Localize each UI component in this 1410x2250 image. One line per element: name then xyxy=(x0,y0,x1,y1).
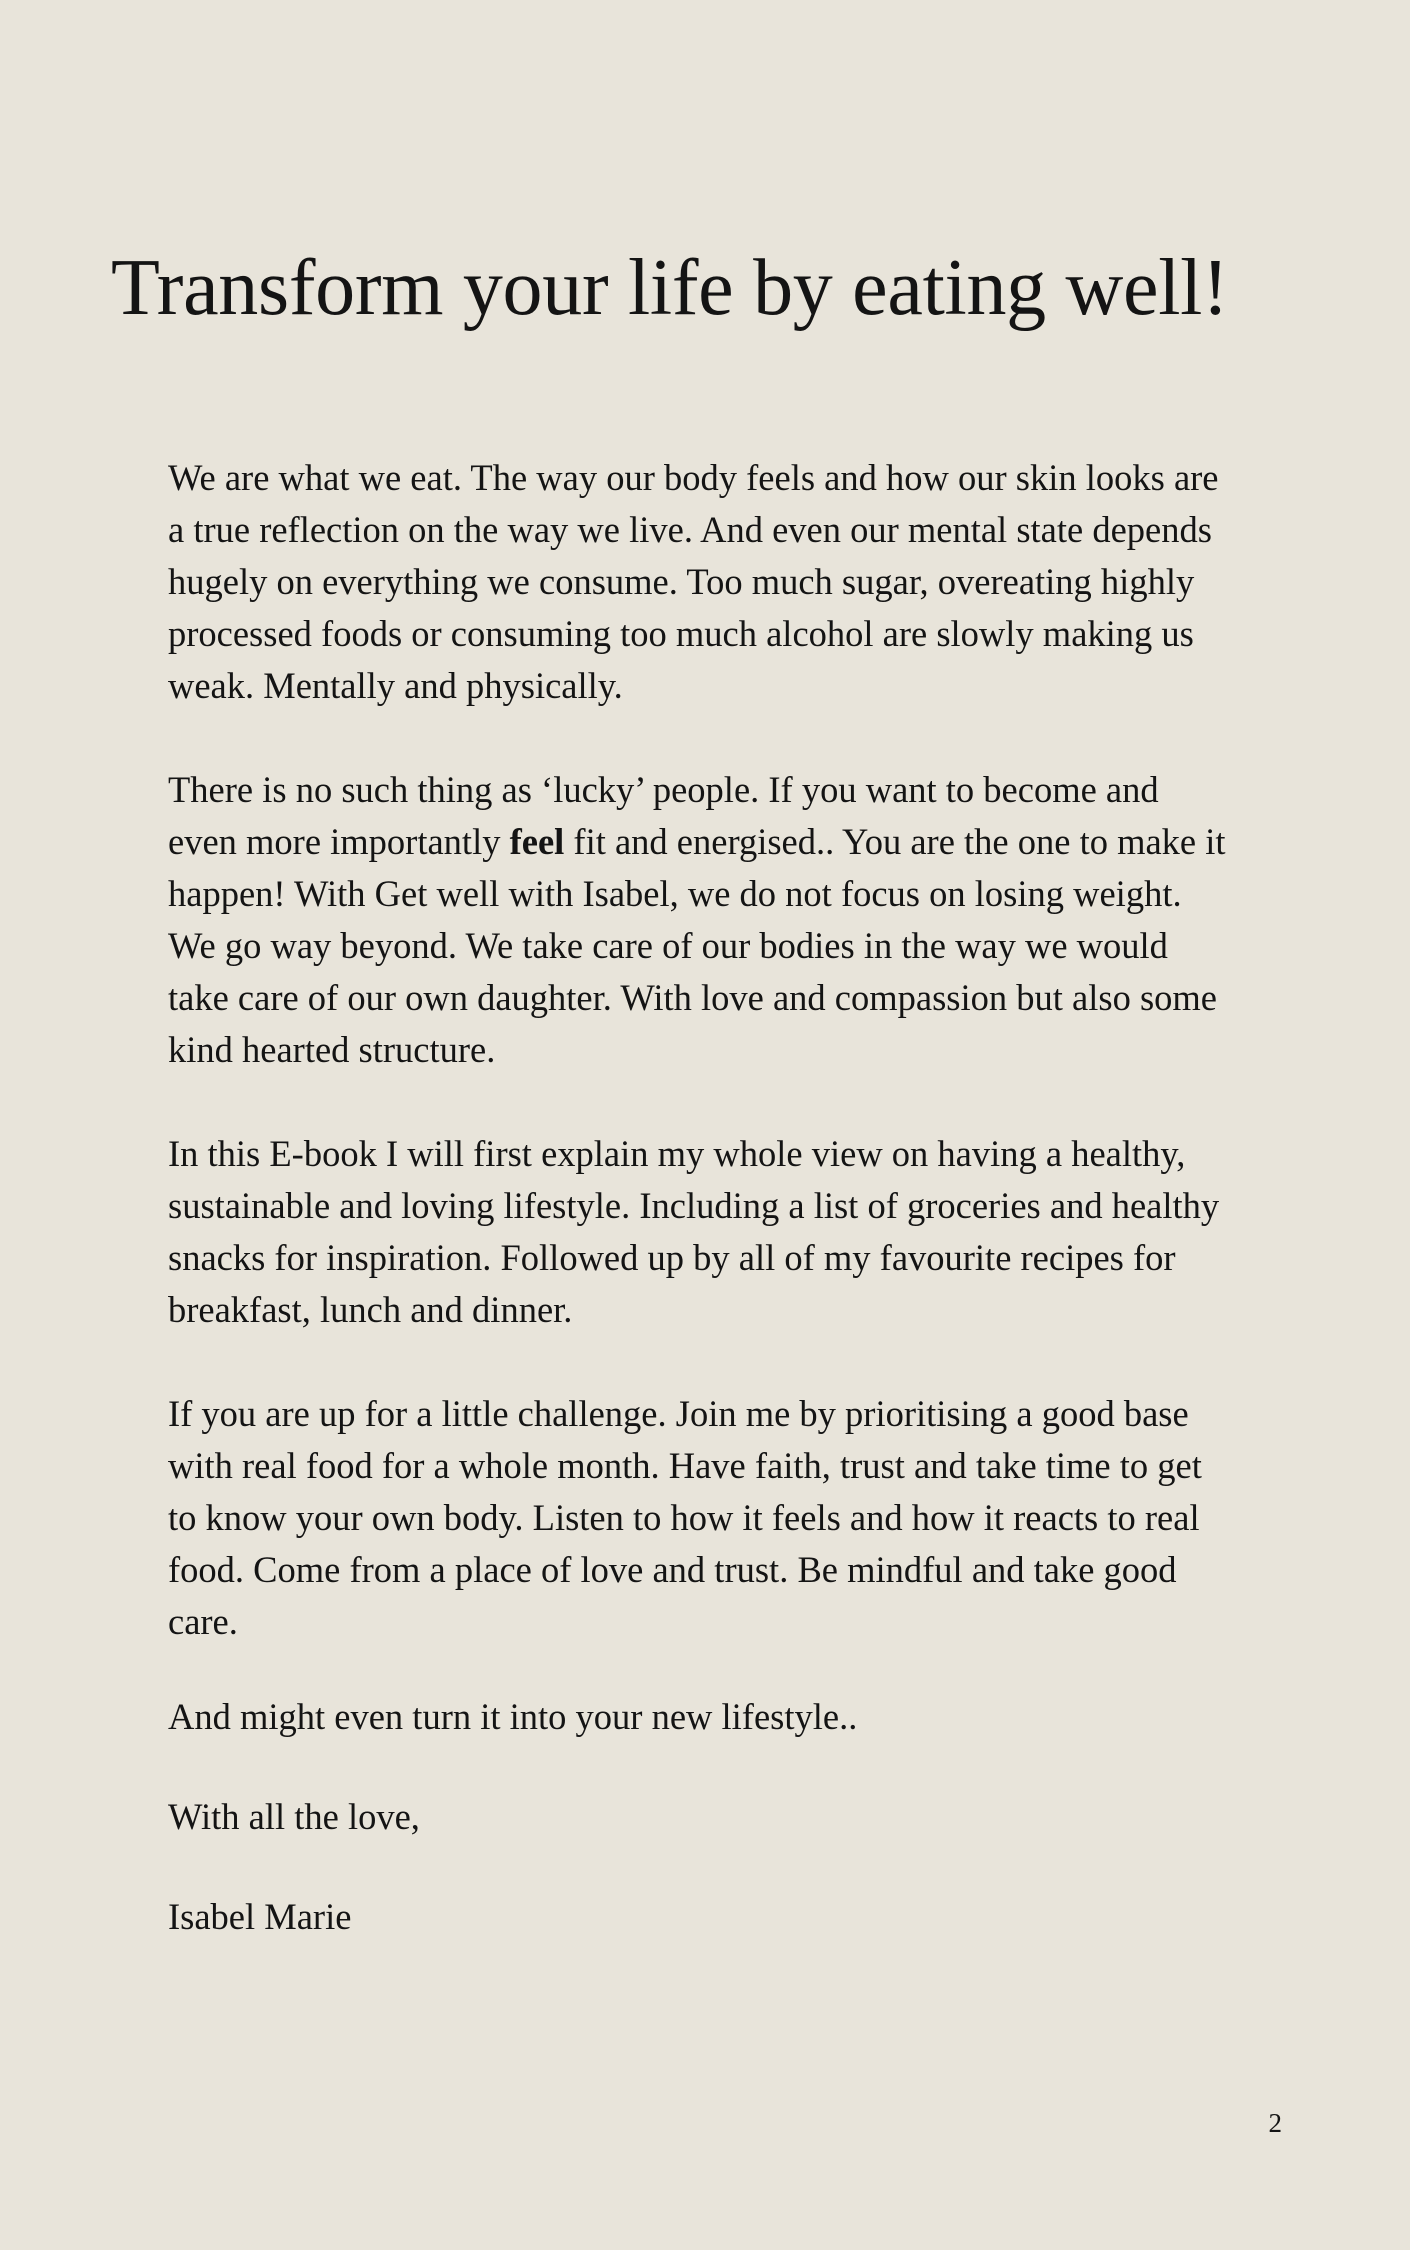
page-title: Transform your life by eating well! xyxy=(111,244,1229,332)
closing-line: With all the love, xyxy=(168,1796,420,1837)
paragraph-intro: We are what we eat. The way our body feels and how our skin looks are a true reflection on the way we live. And even our mental state depends hugely on everything we consume. Too much sugar, overeating highly processed foods or consuming too much alcohol are slowly making us weak. Mentally and physically. xyxy=(168,457,1219,706)
body-text xyxy=(168,452,1228,1943)
paragraph-ebook: In this E-book I will first explain my whole view on having a healthy, sustainable and loving lifestyle. Including a list of groceries and healthy snacks for inspiration. Followed up by all of my favourite recipes for breakfast, lunch and dinner. xyxy=(168,1133,1220,1330)
paragraph-lifestyle: And might even turn it into your new lifestyle.. xyxy=(168,1696,858,1737)
paragraph-challenge: If you are up for a little challenge. Join me by prioritising a good base with real food for a whole month. Have faith, trust and take time to get to know your own body. Listen to how it feels and how it reacts to real food. Come from a place of love and trust. Be mindful and take good care. xyxy=(168,1393,1202,1642)
signature: Isabel Marie xyxy=(168,1896,352,1937)
emphasis-feel: feel xyxy=(509,821,565,862)
paragraph-lucky xyxy=(168,764,1228,1076)
page-number: 2 xyxy=(1268,2108,1282,2138)
paragraph-lucky-start: There is no such thing as ‘lucky’ people. If you want to become and even more importantly xyxy=(168,769,1159,862)
paragraph-lucky-end: fit and energised.. You are the one to make it happen! With Get well with Isabel, we do not focus on losing weight. We go way beyond. We take care of our bodies in the way we would take care of our own daughter. With love and compassion but also some kind hearted structure. xyxy=(168,821,1226,1070)
